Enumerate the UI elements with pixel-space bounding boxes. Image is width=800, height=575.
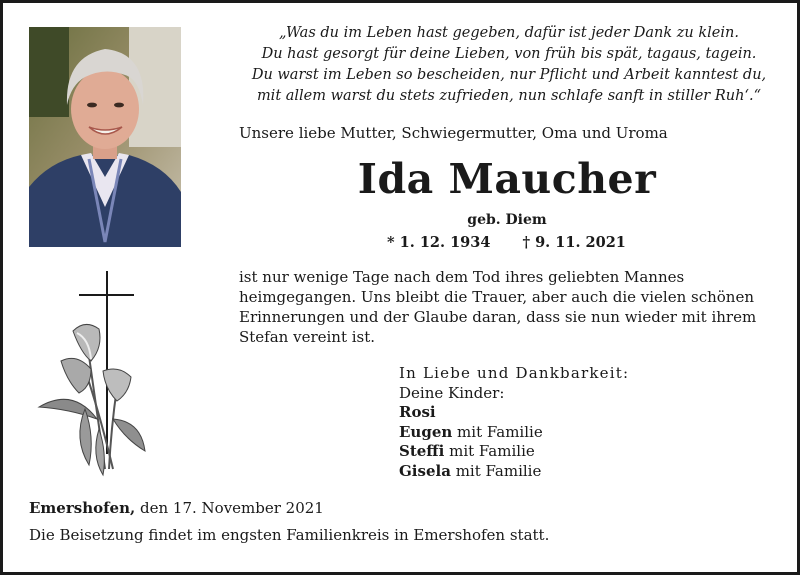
family-member-suffix: mit Familie <box>452 422 543 441</box>
quote-line: mit allem warst du stets zufrieden, nun schlafe sanft in stiller Ruh‘.“ <box>256 88 762 104</box>
family-member-name: Rosi <box>399 403 436 421</box>
quote-line: „Was du im Leben hast gegeben, dafür ist jeder Dank zu klein. <box>279 25 739 41</box>
intro-line: Unsere liebe Mutter, Schwiegermutter, Oma und Uroma <box>239 124 668 142</box>
announcement-text: ist nur wenige Tage nach dem Tod ihres geliebten Mannes heimgegangen. Uns bleibt die Trauer, aber auch die vielen schönen Erinnerungen und der Glaube daran, dass sie nun wieder mit ihrem Stefan vereint ist. <box>239 268 757 346</box>
death-date: † 9. 11. 2021 <box>522 234 626 251</box>
cross-with-calla-lilies-icon <box>33 269 153 483</box>
quote-line: Du hast gesorgt für deine Lieben, von früh bis spät, tagaus, tagein. <box>261 46 757 62</box>
epitaph-quote <box>239 23 779 107</box>
family-member <box>399 403 629 423</box>
family-member <box>399 442 629 462</box>
notice-date: den 17. November 2021 <box>135 499 324 517</box>
place-and-date <box>29 499 324 517</box>
signature-block <box>399 364 629 481</box>
birth-date: * 1. 12. 1934 <box>387 234 491 251</box>
life-dates <box>387 234 626 251</box>
children-heading: Deine Kinder: <box>399 383 505 402</box>
quote-line: Du warst im Leben so bescheiden, nur Pflicht und Arbeit kanntest du, <box>251 67 767 83</box>
family-member-suffix: mit Familie <box>444 442 535 460</box>
burial-note: Die Beisetzung findet im engsten Familienkreis in Emershofen statt. <box>29 526 550 544</box>
portrait-photo <box>29 27 181 247</box>
birth-name: geb. Diem <box>467 212 547 228</box>
family-member <box>399 462 629 482</box>
family-member-name: Gisela <box>399 461 451 480</box>
place-name: Emershofen, <box>29 499 136 517</box>
thanks-heading: In Liebe und Dankbarkeit: <box>399 364 630 382</box>
deceased-name: Ida Maucher <box>357 155 657 203</box>
family-member <box>399 423 629 443</box>
family-member-name: Eugen <box>399 422 453 441</box>
family-member-name: Steffi <box>399 442 445 460</box>
family-member-suffix: mit Familie <box>450 461 542 480</box>
